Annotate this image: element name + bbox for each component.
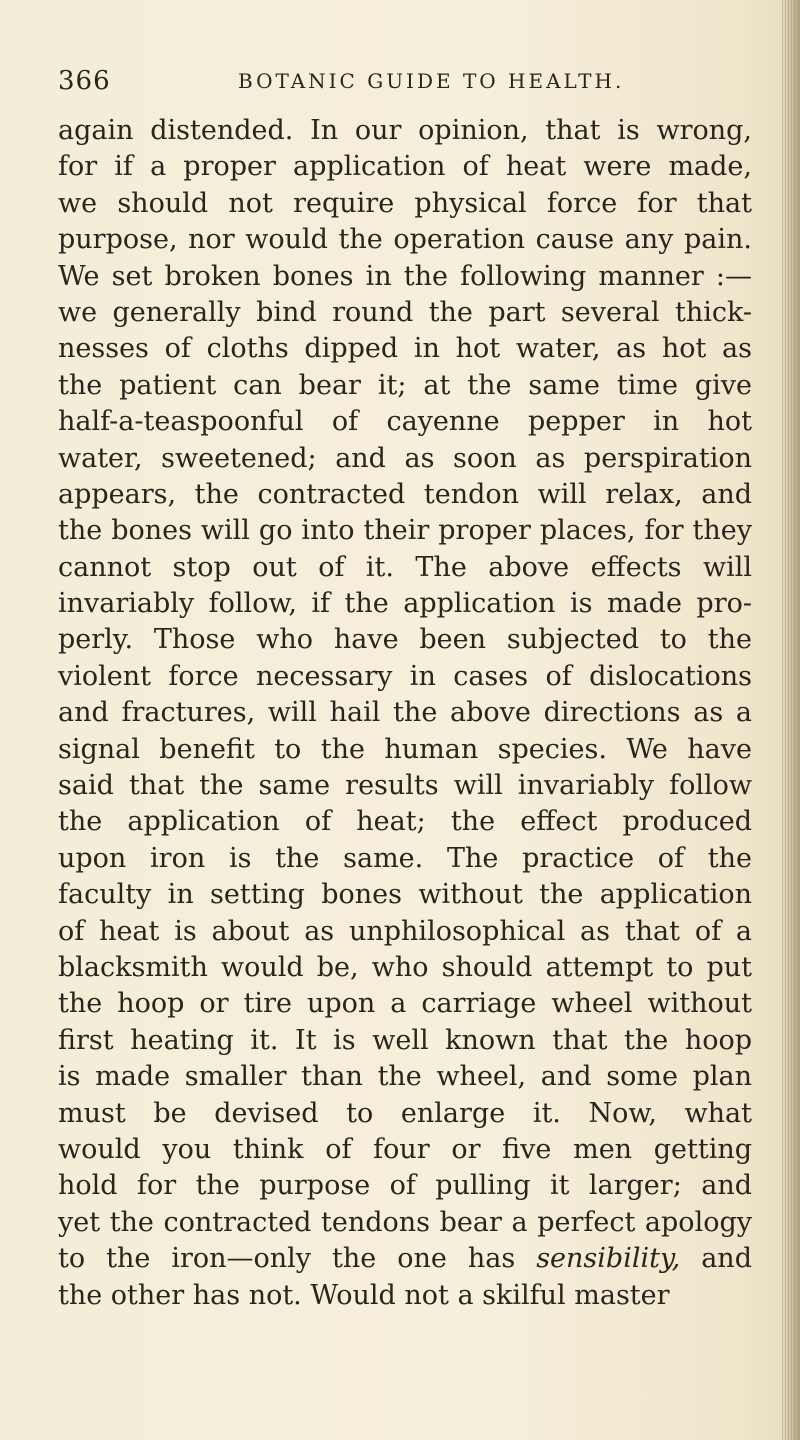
text-line: yet the contracted tendons bear a perfect apology [58,1206,752,1238]
running-head: BOTANIC GUIDE TO HEALTH. [238,69,625,93]
text-line: for if a proper application of heat were made, [58,151,752,183]
page-header [58,66,748,100]
text-line: the application of heat; the effect produced [58,806,752,838]
text-line: We set broken bones in the following manner :— [58,260,752,292]
text-line: water, sweetened; and as soon as perspiration [58,442,752,474]
text-line: would you think of four or five men getting [58,1133,752,1165]
text-line: must be devised to enlarge it. Now, what [58,1097,752,1129]
text-line: cannot stop out of it. The above effects will [58,551,752,583]
text-line: signal benefit to the human species. We have [58,733,752,765]
body-text [58,113,752,1314]
text-segment: and [680,1243,752,1275]
text-line: is made smaller than the wheel, and some plan [58,1061,752,1093]
text-line: we generally bind round the part several thick- [58,296,752,328]
text-line: said that the same results will invariably follow [58,770,752,802]
text-line: the bones will go into their proper places, for they [58,515,752,547]
text-line: appears, the contracted tendon will relax, and [58,478,752,510]
page-edge-lines [782,0,796,1440]
page-number: 366 [58,66,111,96]
text-line: violent force necessary in cases of dislocations [58,660,752,692]
text-line: the hoop or tire upon a carriage wheel without [58,988,752,1020]
text-line: again distended. In our opinion, that is wrong, [58,115,752,146]
text-line: faculty in setting bones without the application [58,879,752,911]
text-segment: to the iron—only the one has [58,1243,537,1275]
text-line: of heat is about as unphilosophical as that of a [58,915,752,947]
text-line: nesses of cloths dipped in hot water, as hot as [58,333,752,365]
text-line-with-italic [58,1241,752,1277]
text-line: and fractures, will hail the above directions as a [58,697,752,729]
text-line: purpose, nor would the operation cause any pain. [58,224,752,256]
text-line: first heating it. It is well known that the hoop [58,1024,752,1056]
text-line: we should not require physical force for that [58,187,752,219]
text-line: upon iron is the same. The practice of the [58,842,752,874]
text-line: invariably follow, if the application is made pro- [58,588,752,620]
text-line: the patient can bear it; at the same time give [58,369,752,401]
text-line: blacksmith would be, who should attempt to put [58,951,752,983]
text-line: half-a-teaspoonful of cayenne pepper in hot [58,406,752,438]
text-line: perly. Those who have been subjected to the [58,624,752,656]
text-line: hold for the purpose of pulling it larger; and [58,1170,752,1202]
italic-word: sensibility, [536,1243,681,1275]
text-line: the other has not. Would not a skilful master [58,1279,670,1311]
